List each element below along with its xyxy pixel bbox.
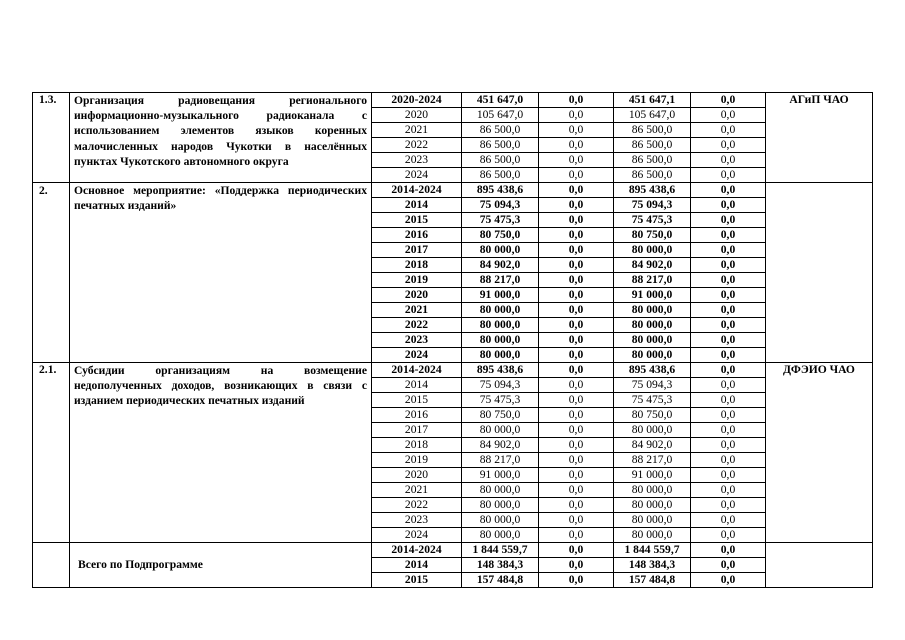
source4-cell: 0,0	[691, 303, 766, 318]
source4-cell: 0,0	[691, 213, 766, 228]
source3-cell: 75 094,3	[614, 378, 691, 393]
year-cell: 2023	[372, 153, 462, 168]
source4-cell: 0,0	[691, 243, 766, 258]
total-cell: 88 217,0	[462, 273, 539, 288]
source3-cell: 80 000,0	[614, 498, 691, 513]
source2-cell: 0,0	[539, 573, 614, 588]
source4-cell: 0,0	[691, 348, 766, 363]
source2-cell: 0,0	[539, 498, 614, 513]
total-cell: 75 094,3	[462, 378, 539, 393]
responsible-executor: АГиП ЧАО	[766, 93, 873, 183]
total-cell: 84 902,0	[462, 438, 539, 453]
source4-cell: 0,0	[691, 498, 766, 513]
year-cell: 2020	[372, 108, 462, 123]
year-cell: 2015	[372, 573, 462, 588]
item-number: 1.3.	[33, 93, 70, 183]
total-cell: 1 844 559,7	[462, 543, 539, 558]
table-row	[33, 93, 873, 108]
source2-cell: 0,0	[539, 558, 614, 573]
source4-cell: 0,0	[691, 408, 766, 423]
year-cell: 2014	[372, 378, 462, 393]
source3-cell: 148 384,3	[614, 558, 691, 573]
year-cell: 2021	[372, 123, 462, 138]
source4-cell: 0,0	[691, 438, 766, 453]
source4-cell: 0,0	[691, 198, 766, 213]
item-number	[33, 543, 70, 588]
responsible-executor	[766, 183, 873, 363]
total-cell: 148 384,3	[462, 558, 539, 573]
source3-cell: 86 500,0	[614, 138, 691, 153]
source4-cell: 0,0	[691, 93, 766, 108]
source3-cell: 75 475,3	[614, 393, 691, 408]
total-cell: 86 500,0	[462, 168, 539, 183]
source2-cell: 0,0	[539, 483, 614, 498]
year-cell: 2020	[372, 468, 462, 483]
year-cell: 2022	[372, 498, 462, 513]
subprogram-total-label: Всего по Подпрограмме	[70, 543, 372, 588]
total-cell: 88 217,0	[462, 453, 539, 468]
responsible-executor: ДФЭИО ЧАО	[766, 363, 873, 543]
source3-cell: 80 000,0	[614, 243, 691, 258]
source3-cell: 895 438,6	[614, 363, 691, 378]
year-cell: 2014-2024	[372, 363, 462, 378]
source4-cell: 0,0	[691, 183, 766, 198]
source3-cell: 80 750,0	[614, 228, 691, 243]
source4-cell: 0,0	[691, 543, 766, 558]
total-cell: 80 000,0	[462, 423, 539, 438]
source3-cell: 86 500,0	[614, 168, 691, 183]
source3-cell: 86 500,0	[614, 153, 691, 168]
source2-cell: 0,0	[539, 108, 614, 123]
item-number: 2.1.	[33, 363, 70, 543]
total-cell: 84 902,0	[462, 258, 539, 273]
year-cell: 2019	[372, 273, 462, 288]
source2-cell: 0,0	[539, 423, 614, 438]
year-cell: 2022	[372, 318, 462, 333]
total-cell: 157 484,8	[462, 573, 539, 588]
source4-cell: 0,0	[691, 138, 766, 153]
source4-cell: 0,0	[691, 228, 766, 243]
year-cell: 2021	[372, 303, 462, 318]
source2-cell: 0,0	[539, 258, 614, 273]
year-cell: 2017	[372, 243, 462, 258]
total-cell: 80 000,0	[462, 303, 539, 318]
source4-cell: 0,0	[691, 393, 766, 408]
source2-cell: 0,0	[539, 213, 614, 228]
source4-cell: 0,0	[691, 273, 766, 288]
year-cell: 2016	[372, 408, 462, 423]
table-row	[33, 543, 873, 558]
source4-cell: 0,0	[691, 123, 766, 138]
total-cell: 86 500,0	[462, 123, 539, 138]
source4-cell: 0,0	[691, 468, 766, 483]
source2-cell: 0,0	[539, 333, 614, 348]
source2-cell: 0,0	[539, 348, 614, 363]
total-cell: 80 000,0	[462, 483, 539, 498]
year-cell: 2020-2024	[372, 93, 462, 108]
source4-cell: 0,0	[691, 513, 766, 528]
total-cell: 80 000,0	[462, 318, 539, 333]
year-cell: 2015	[372, 393, 462, 408]
total-cell: 75 475,3	[462, 213, 539, 228]
item-description: Основное мероприятие: «Поддержка периодических печатных изданий»	[70, 183, 372, 363]
source4-cell: 0,0	[691, 318, 766, 333]
total-cell: 80 000,0	[462, 243, 539, 258]
program-budget-table	[32, 92, 873, 588]
source3-cell: 91 000,0	[614, 468, 691, 483]
source4-cell: 0,0	[691, 333, 766, 348]
year-cell: 2014-2024	[372, 183, 462, 198]
source3-cell: 105 647,0	[614, 108, 691, 123]
year-cell: 2014	[372, 198, 462, 213]
source3-cell: 80 000,0	[614, 528, 691, 543]
source4-cell: 0,0	[691, 258, 766, 273]
year-cell: 2018	[372, 438, 462, 453]
source3-cell: 75 475,3	[614, 213, 691, 228]
source3-cell: 1 844 559,7	[614, 543, 691, 558]
source2-cell: 0,0	[539, 168, 614, 183]
year-cell: 2016	[372, 228, 462, 243]
source2-cell: 0,0	[539, 273, 614, 288]
source2-cell: 0,0	[539, 153, 614, 168]
responsible-executor	[766, 543, 873, 588]
year-cell: 2024	[372, 528, 462, 543]
source2-cell: 0,0	[539, 528, 614, 543]
source3-cell: 75 094,3	[614, 198, 691, 213]
source3-cell: 80 000,0	[614, 423, 691, 438]
total-cell: 86 500,0	[462, 138, 539, 153]
total-cell: 91 000,0	[462, 468, 539, 483]
total-cell: 91 000,0	[462, 288, 539, 303]
source2-cell: 0,0	[539, 468, 614, 483]
total-cell: 80 000,0	[462, 513, 539, 528]
source2-cell: 0,0	[539, 438, 614, 453]
source3-cell: 80 000,0	[614, 303, 691, 318]
source3-cell: 84 902,0	[614, 438, 691, 453]
source2-cell: 0,0	[539, 243, 614, 258]
source4-cell: 0,0	[691, 363, 766, 378]
source3-cell: 157 484,8	[614, 573, 691, 588]
source4-cell: 0,0	[691, 483, 766, 498]
source3-cell: 895 438,6	[614, 183, 691, 198]
year-cell: 2020	[372, 288, 462, 303]
item-number: 2.	[33, 183, 70, 363]
item-description: Организация радиовещания регионального информационно-музыкального радиоканала с использованием элементов языков коренных малочисленных народов Чукотки в населённых пунктах Чукотского автономного округа	[70, 93, 372, 183]
source2-cell: 0,0	[539, 408, 614, 423]
source2-cell: 0,0	[539, 393, 614, 408]
year-cell: 2024	[372, 348, 462, 363]
source3-cell: 80 000,0	[614, 318, 691, 333]
source4-cell: 0,0	[691, 153, 766, 168]
source3-cell: 86 500,0	[614, 123, 691, 138]
source3-cell: 80 000,0	[614, 483, 691, 498]
source4-cell: 0,0	[691, 168, 766, 183]
source2-cell: 0,0	[539, 228, 614, 243]
source4-cell: 0,0	[691, 453, 766, 468]
source2-cell: 0,0	[539, 543, 614, 558]
year-cell: 2023	[372, 513, 462, 528]
source3-cell: 80 000,0	[614, 333, 691, 348]
source3-cell: 84 902,0	[614, 258, 691, 273]
source2-cell: 0,0	[539, 123, 614, 138]
total-cell: 80 000,0	[462, 498, 539, 513]
total-cell: 75 094,3	[462, 198, 539, 213]
year-cell: 2015	[372, 213, 462, 228]
item-description: Субсидии организациям на возмещение недополученных доходов, возникающих в связи с изданием периодических печатных изданий	[70, 363, 372, 543]
source4-cell: 0,0	[691, 288, 766, 303]
source2-cell: 0,0	[539, 138, 614, 153]
source3-cell: 80 000,0	[614, 348, 691, 363]
source2-cell: 0,0	[539, 363, 614, 378]
year-cell: 2021	[372, 483, 462, 498]
source2-cell: 0,0	[539, 453, 614, 468]
year-cell: 2023	[372, 333, 462, 348]
source3-cell: 80 000,0	[614, 513, 691, 528]
source2-cell: 0,0	[539, 303, 614, 318]
year-cell: 2024	[372, 168, 462, 183]
source3-cell: 91 000,0	[614, 288, 691, 303]
source4-cell: 0,0	[691, 378, 766, 393]
year-cell: 2018	[372, 258, 462, 273]
source3-cell: 88 217,0	[614, 453, 691, 468]
table-row	[33, 363, 873, 378]
total-cell: 80 750,0	[462, 228, 539, 243]
source3-cell: 451 647,1	[614, 93, 691, 108]
total-cell: 80 750,0	[462, 408, 539, 423]
source4-cell: 0,0	[691, 528, 766, 543]
table-row	[33, 183, 873, 198]
total-cell: 451 647,0	[462, 93, 539, 108]
source4-cell: 0,0	[691, 573, 766, 588]
year-cell: 2017	[372, 423, 462, 438]
total-cell: 75 475,3	[462, 393, 539, 408]
source4-cell: 0,0	[691, 423, 766, 438]
total-cell: 80 000,0	[462, 528, 539, 543]
total-cell: 86 500,0	[462, 153, 539, 168]
source2-cell: 0,0	[539, 378, 614, 393]
year-cell: 2022	[372, 138, 462, 153]
source3-cell: 80 750,0	[614, 408, 691, 423]
source2-cell: 0,0	[539, 198, 614, 213]
year-cell: 2014	[372, 558, 462, 573]
total-cell: 105 647,0	[462, 108, 539, 123]
year-cell: 2019	[372, 453, 462, 468]
year-cell: 2014-2024	[372, 543, 462, 558]
total-cell: 80 000,0	[462, 348, 539, 363]
total-cell: 80 000,0	[462, 333, 539, 348]
total-cell: 895 438,6	[462, 363, 539, 378]
source2-cell: 0,0	[539, 318, 614, 333]
source4-cell: 0,0	[691, 108, 766, 123]
source2-cell: 0,0	[539, 288, 614, 303]
source3-cell: 88 217,0	[614, 273, 691, 288]
source4-cell: 0,0	[691, 558, 766, 573]
source2-cell: 0,0	[539, 93, 614, 108]
total-cell: 895 438,6	[462, 183, 539, 198]
source2-cell: 0,0	[539, 513, 614, 528]
source2-cell: 0,0	[539, 183, 614, 198]
